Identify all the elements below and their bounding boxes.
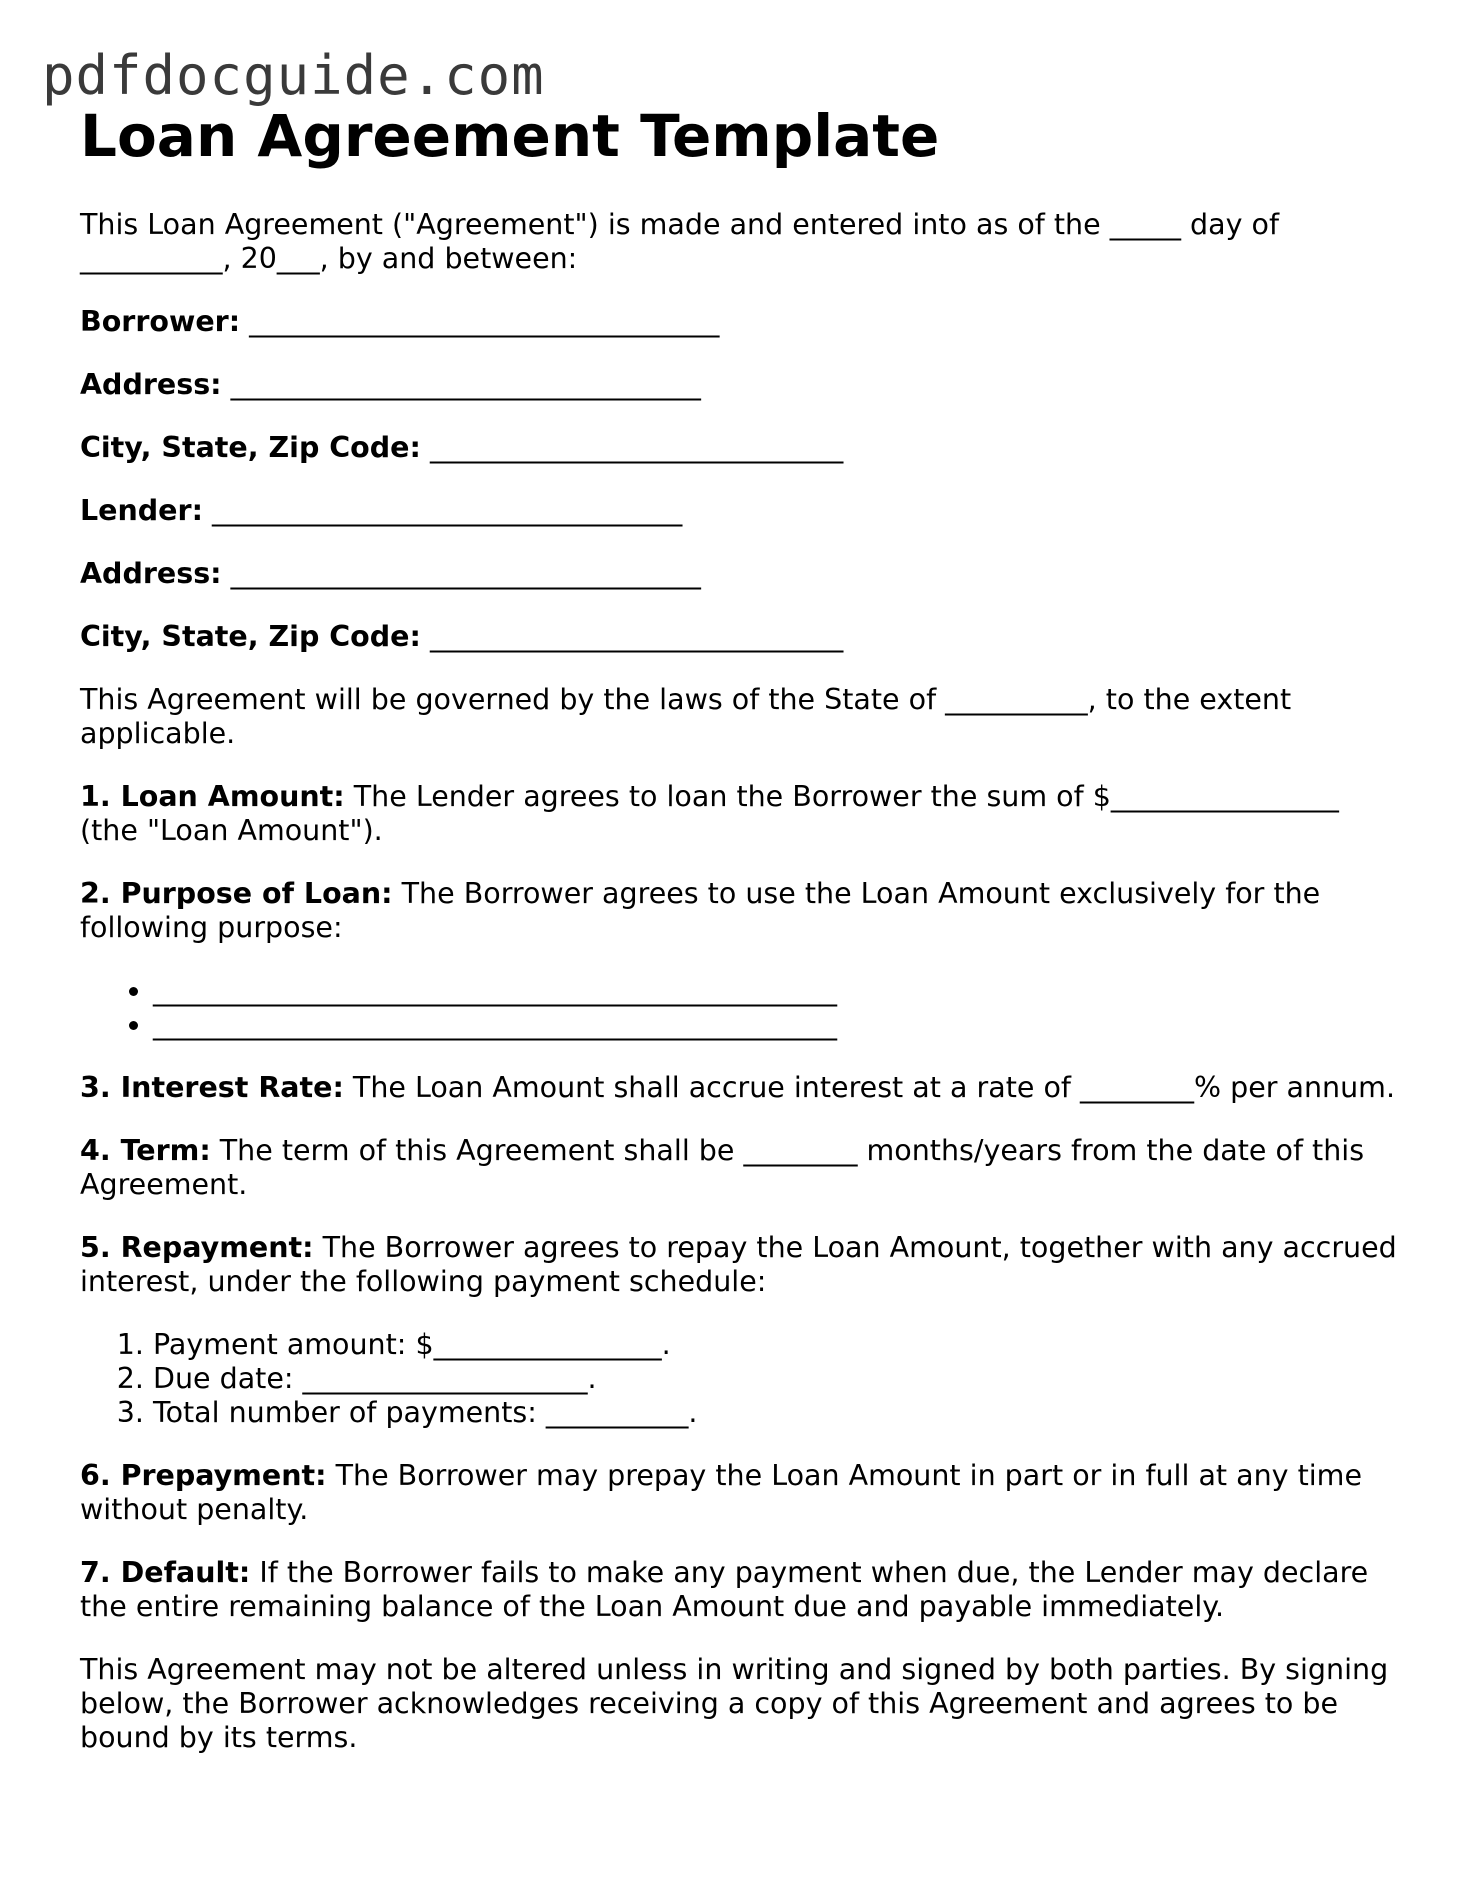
borrower-field: [80, 305, 1400, 339]
section-term: [80, 1134, 1400, 1202]
section-heading: 1. Loan Amount:: [80, 780, 345, 813]
section-heading: 4. Term:: [80, 1134, 211, 1167]
list-item: 3. Total number of payments: __________.: [153, 1396, 1400, 1430]
blank-line: _____________________________: [429, 431, 844, 464]
field-label: Lender:: [80, 494, 203, 527]
blank-line: _________________________________: [230, 557, 701, 590]
blank-line: _________________________________: [249, 305, 720, 338]
section-text: The term of this Agreement shall be ________ months/years from the date of this Agreement.: [80, 1134, 1365, 1201]
blank-line: _________________________________: [212, 494, 683, 527]
section-heading: 5. Repayment:: [80, 1231, 314, 1264]
field-label: City, State, Zip Code:: [80, 620, 421, 653]
closing-paragraph: This Agreement may not be altered unless in writing and signed by both parties. By signing below, the Borrower acknowledges receiving a copy of this Agreement and agrees to be bound by its terms.: [80, 1653, 1389, 1754]
section-text: The Lender agrees to loan the Borrower the sum of $________________ (the "Loan Amount").: [80, 780, 1339, 847]
intro-paragraph: This Loan Agreement ("Agreement") is made and entered into as of the _____ day of __________, 20___, by and between:: [80, 208, 1279, 275]
section-text: The Borrower agrees to use the Loan Amount exclusively for the following purpose:: [80, 877, 1321, 944]
list-item: • ________________________________________________: [153, 974, 1400, 1008]
lender-field: [80, 494, 1400, 528]
section-heading: 2. Purpose of Loan:: [80, 877, 393, 910]
section-text: If the Borrower fails to make any payment when due, the Lender may declare the entire remaining balance of the Loan Amount due and payable immediately.: [80, 1556, 1369, 1623]
section-heading: 3. Interest Rate:: [80, 1071, 344, 1104]
section-default: [80, 1556, 1400, 1624]
section-prepayment: [80, 1459, 1400, 1527]
page-title: Loan Agreement Template: [80, 102, 940, 170]
field-label: Address:: [80, 557, 222, 590]
section-text: The Borrower agrees to repay the Loan Amount, together with any accrued interest, under the following payment schedule:: [80, 1231, 1397, 1298]
borrower-address-field: [80, 368, 1400, 402]
blank-line: _________________________________: [230, 368, 701, 401]
governing-law-paragraph: This Agreement will be governed by the laws of the State of __________, to the extent applicable.: [80, 683, 1292, 750]
section-text: The Borrower may prepay the Loan Amount in part or in full at any time without penalty.: [80, 1459, 1362, 1526]
section-interest-rate: [80, 1071, 1400, 1105]
site-watermark: pdfdocguide.com: [42, 44, 545, 107]
blank-line: _____________________________: [429, 620, 844, 653]
section-repayment: [80, 1231, 1400, 1299]
borrower-city-field: [80, 431, 1400, 465]
field-label: City, State, Zip Code:: [80, 431, 421, 464]
section-heading: 6. Prepayment:: [80, 1459, 327, 1492]
list-item: 1. Payment amount: $________________.: [153, 1328, 1400, 1362]
section-purpose: [80, 877, 1400, 945]
purpose-list: [80, 974, 1400, 1042]
field-label: Borrower:: [80, 305, 241, 338]
list-item: 2. Due date: ____________________.: [153, 1362, 1400, 1396]
section-text: The Loan Amount shall accrue interest at a rate of ________% per annum.: [343, 1071, 1396, 1104]
section-heading: 7. Default:: [80, 1556, 251, 1589]
lender-address-field: [80, 557, 1400, 591]
field-label: Address:: [80, 368, 222, 401]
payment-schedule-list: [80, 1328, 1400, 1430]
lender-city-field: [80, 620, 1400, 654]
section-loan-amount: [80, 780, 1400, 848]
document-body: [80, 100, 1400, 1755]
list-item: • ________________________________________________: [153, 1008, 1400, 1042]
